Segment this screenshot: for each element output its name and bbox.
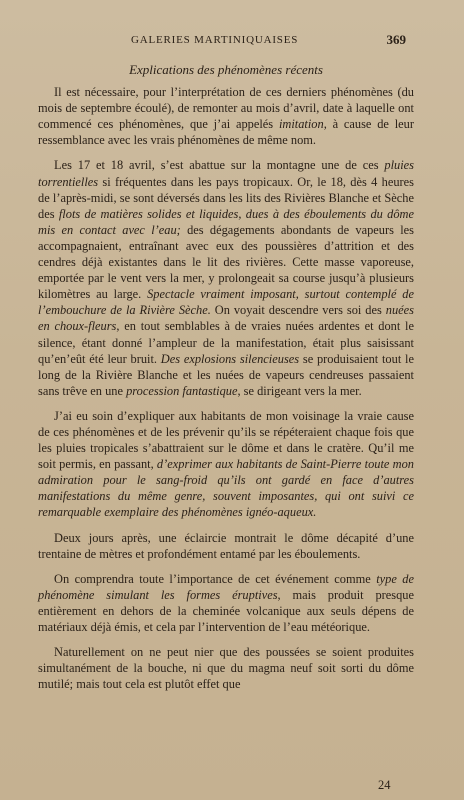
body-text xyxy=(38,62,414,701)
text-run: , en tout semblables à de vraies nuées ardentes et dont le silence, étant donné l’ampleur de la manifestation, était plus saisissant qu’en’eût été leur bruit. xyxy=(38,319,414,366)
italic-text: nuées en choux-fleurs xyxy=(38,303,414,334)
text-run: Les 17 et 18 avril, s’est abattue sur la montagne une de ces xyxy=(54,158,385,173)
page-header xyxy=(0,34,464,52)
text-run: des dégagements abondants de vapeurs les accompagnaient, entraînant avec eux des poussières d’attrition et des cendres déjà existantes dans le lit des rivières. Cette masse vaporeuse, emportée par le vent vers la mer, y prolongeait sa course jusqu’à plusieurs kilomètres au large. xyxy=(38,222,414,302)
paragraphs xyxy=(38,84,414,692)
italic-text: Des explosions silencieuses xyxy=(160,351,300,366)
paragraph xyxy=(38,84,414,148)
text-run: , à cause de leur ressemblance avec les vrais phénomènes de même nom. xyxy=(38,117,414,148)
text-run: J’ai eu soin d’expliquer aux habitants de mon voisinage la vraie cause de ces phénomènes et de les prévenir qu’ils se répéteraient chaque fois que les pluies tropicales s’abattraient sur le dôme et dans le cratère. Qu’il me soit permis, en passant, xyxy=(38,408,414,472)
paragraph xyxy=(38,530,414,562)
paragraph xyxy=(38,157,414,398)
section-title: Explications des phénomènes récents xyxy=(129,62,323,77)
paragraph xyxy=(38,644,414,692)
text-run: si fréquentes dans les pays tropicaux. Or, le 18, dès 4 heures de l’après-midi, se sont déversés dans les lits des Rivières Blanche et Sèche des xyxy=(38,174,414,221)
text-run: Naturellement on ne peut nier que des poussées se soient produites simultanément de la bouche, ni que du magma neuf soit sorti du dôme mutilé; mais tout cela est plutôt effet que xyxy=(38,645,414,692)
italic-text: imitation xyxy=(278,117,324,132)
signature-number: 24 xyxy=(378,778,391,792)
italic-text: d’exprimer aux habitants de Saint-Pierre toute mon admiration pour le sang-froid qu’ils ont gardé en face d’autres manifestations du même genre, souvent imposantes, qui ont suivi ce remarquable exemplaire des phénomènes ignéo-aqueux. xyxy=(38,457,414,520)
text-run: se produisaient tout le long de la Rivière Blanche et les nuées de vapeurs cendreuses passaient sans trêve en une xyxy=(38,351,414,398)
paragraph xyxy=(38,408,414,521)
italic-text: type de phénomène simulant les formes éruptives xyxy=(38,571,414,602)
text-run: On voyait descendre vers soi des xyxy=(210,303,386,318)
text-run: , mais produit presque entièrement en dehors de la cheminée volcanique aux seuls dépens de matériaux déjà émis, et cela par l’intervention de l’eau météorique. xyxy=(38,587,414,634)
text-run: On comprendra toute l’importance de cet événement comme xyxy=(54,571,377,586)
text-run: Deux jours après, une éclaircie montrait le dôme décapité d’une trentaine de mètres et profondément entamé par les éboulements. xyxy=(38,530,414,561)
page-number: 369 xyxy=(386,32,406,47)
italic-text: Spectacle vraiment imposant, surtout contemplé de l’embouchure de la Rivière Sèche. xyxy=(38,287,414,318)
paragraph xyxy=(38,571,414,635)
italic-text: procession fantastique xyxy=(126,383,238,398)
text-run: Il est nécessaire, pour l’interprétation de ces derniers phénomènes (du mois de septembre écoulé), de remonter au mois d’avril, date à laquelle ont commencé ces phénomènes, que j’ai appelés xyxy=(38,85,414,132)
running-head: GALERIES MARTINIQUAISES xyxy=(131,34,299,46)
italic-text: pluies torrentielles xyxy=(38,158,414,189)
italic-text: flots de matières solides et liquides, dues à des éboulements du dôme mis en contact avec l’eau; xyxy=(38,206,415,237)
text-run: , se dirigeant vers la mer. xyxy=(237,383,362,398)
